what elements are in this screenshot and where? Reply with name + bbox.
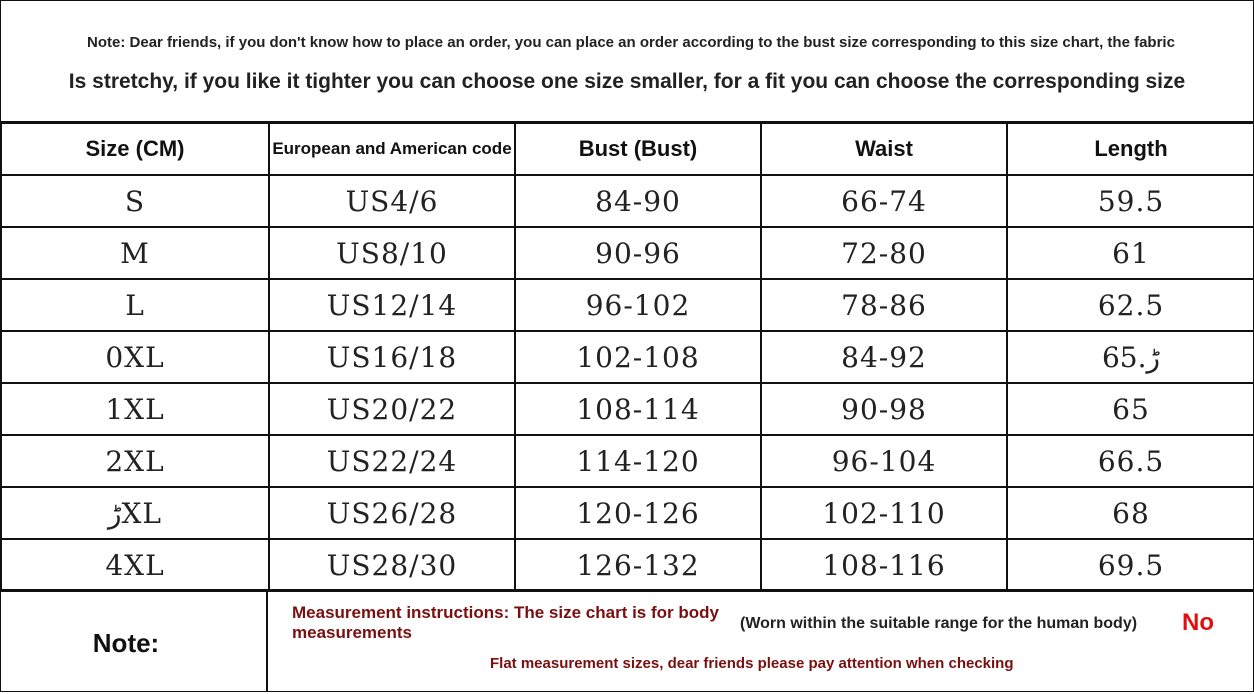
- cell-size: 4XL: [1, 539, 269, 591]
- cell-code: US12/14: [269, 279, 515, 331]
- cell-code: US26/28: [269, 487, 515, 539]
- table-row: [1, 435, 1254, 487]
- header-code: European and American code: [269, 123, 515, 175]
- table-row: [1, 331, 1254, 383]
- cell-length: 6ڑ.5: [1007, 331, 1254, 383]
- cell-bust: 126-132: [515, 539, 761, 591]
- flat-measurement-note: Flat measurement sizes, dear friends please pay attention when checking: [490, 655, 1014, 672]
- worn-range-note: (Worn within the suitable range for the human body): [740, 615, 1138, 632]
- cell-size: 2XL: [1, 435, 269, 487]
- cell-waist: 78-86: [761, 279, 1007, 331]
- footer-note-label: Note:: [92, 628, 160, 658]
- table-header-row: [1, 123, 1254, 175]
- cell-waist: 102-110: [761, 487, 1007, 539]
- cell-waist: 84-92: [761, 331, 1007, 383]
- cell-waist: 108-116: [761, 539, 1007, 591]
- cell-bust: 90-96: [515, 227, 761, 279]
- notice-line-2: Is stretchy, if you like it tighter you can choose one size smaller, for a fit you can choose the corresponding size: [68, 70, 1186, 93]
- cell-size: L: [1, 279, 269, 331]
- header-bust: Bust (Bust): [515, 123, 761, 175]
- cell-code: US8/10: [269, 227, 515, 279]
- cell-code: US20/22: [269, 383, 515, 435]
- cell-size: S: [1, 175, 269, 227]
- cell-code: US16/18: [269, 331, 515, 383]
- table-row: [1, 279, 1254, 331]
- cell-code: US28/30: [269, 539, 515, 591]
- cell-size: 1XL: [1, 383, 269, 435]
- table-row: [1, 227, 1254, 279]
- cell-length: 68: [1007, 487, 1254, 539]
- cell-bust: 108-114: [515, 383, 761, 435]
- cell-size: ڑXL: [1, 487, 269, 539]
- cell-length: 69.5: [1007, 539, 1254, 591]
- table-row: [1, 487, 1254, 539]
- cell-size: M: [1, 227, 269, 279]
- order-notice: [1, 1, 1253, 123]
- cell-bust: 96-102: [515, 279, 761, 331]
- cell-size: 0XL: [1, 331, 269, 383]
- header-size: Size (CM): [1, 123, 269, 175]
- cell-length: 66.5: [1007, 435, 1254, 487]
- table-row: [1, 539, 1254, 591]
- header-waist: Waist: [761, 123, 1007, 175]
- cell-bust: 114-120: [515, 435, 761, 487]
- notice-line-1: Note: Dear friends, if you don't know how to place an order, you can place an order according to the bust size corresponding to this size chart, the fabric: [87, 34, 1175, 51]
- cell-bust: 102-108: [515, 331, 761, 383]
- size-table: [0, 122, 1254, 592]
- measurement-instructions: Measurement instructions: The size chart is for body measurements: [292, 603, 719, 642]
- cell-waist: 66-74: [761, 175, 1007, 227]
- cell-length: 65: [1007, 383, 1254, 435]
- cell-waist: 72-80: [761, 227, 1007, 279]
- no-label: No: [1182, 609, 1214, 636]
- footer-divider: [266, 591, 268, 691]
- cell-code: US22/24: [269, 435, 515, 487]
- cell-bust: 84-90: [515, 175, 761, 227]
- cell-waist: 96-104: [761, 435, 1007, 487]
- cell-code: US4/6: [269, 175, 515, 227]
- cell-length: 62.5: [1007, 279, 1254, 331]
- cell-bust: 120-126: [515, 487, 761, 539]
- cell-length: 61: [1007, 227, 1254, 279]
- table-row: [1, 383, 1254, 435]
- cell-waist: 90-98: [761, 383, 1007, 435]
- cell-length: 59.5: [1007, 175, 1254, 227]
- header-length: Length: [1007, 123, 1254, 175]
- table-row: [1, 175, 1254, 227]
- measurement-notes: [0, 589, 1254, 694]
